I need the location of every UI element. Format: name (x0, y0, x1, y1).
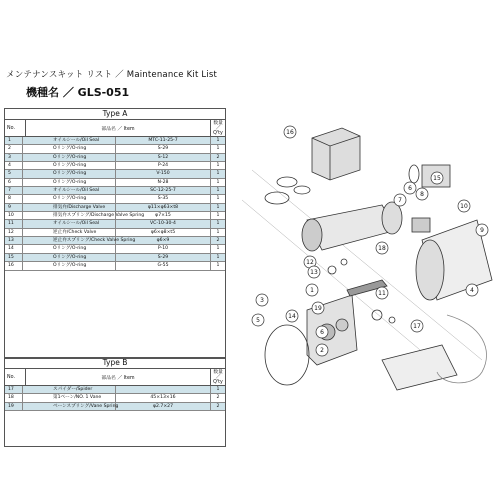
row-spec: φ2.7×27 (116, 403, 211, 410)
header-title: メンテナンスキット リスト ／ Maintenance Kit List (6, 70, 218, 80)
callout-label: 5 (256, 317, 260, 324)
row-no: 16 (5, 262, 23, 269)
callout-label: 6 (408, 185, 412, 192)
row-qty: 2 (216, 403, 220, 409)
callout-label: 11 (378, 290, 386, 297)
callout-label: 9 (480, 227, 484, 234)
row-qty: 2 (216, 154, 220, 160)
type-b-column-headers (5, 369, 225, 386)
row-item-name: オイルシール/Oil Seal (23, 220, 116, 227)
row-qty: 1 (216, 188, 220, 194)
row-spec: S-12 (116, 154, 211, 161)
row-no: 9 (5, 204, 23, 211)
row-no: 1 (5, 137, 23, 144)
callout-label: 6 (320, 329, 324, 336)
row-qty: 1 (216, 138, 220, 143)
row-no: 3 (5, 154, 23, 161)
callout-label: 12 (306, 259, 314, 266)
row-qty: 2 (216, 238, 220, 244)
row-spec: P-10 (116, 245, 211, 252)
row-item-name: Oリング/O-ring (23, 179, 116, 186)
table-row (5, 162, 225, 170)
type-a-column-headers (5, 120, 225, 137)
row-qty: 1 (216, 196, 220, 202)
row-qty: 1 (216, 229, 220, 235)
column-no: No. (5, 120, 26, 136)
row-item-name: 排気弁/Discharge Valve (23, 204, 116, 211)
row-item-name: 排気弁スプリング/Discharge Valve Spring (23, 212, 116, 219)
callout-label: 17 (413, 323, 421, 330)
callout-label: 2 (320, 347, 324, 354)
table-row (5, 394, 225, 402)
row-qty: 1 (216, 263, 220, 269)
row-item-name: Oリング/O-ring (23, 162, 116, 169)
table-row (5, 154, 225, 162)
row-qty: 1 (216, 179, 220, 185)
row-spec: S-29 (116, 254, 211, 261)
row-no: 7 (5, 187, 23, 194)
table-row (5, 187, 225, 195)
table-row (5, 179, 225, 187)
row-no: 15 (5, 254, 23, 261)
row-spec: N-28 (116, 179, 211, 186)
table-row (5, 262, 225, 270)
row-spec: φ6×9 (116, 237, 211, 244)
callout-label: 1 (310, 287, 314, 294)
row-no: 6 (5, 179, 23, 186)
callout-label: 16 (286, 129, 294, 136)
callout-label: 3 (260, 297, 264, 304)
row-spec: φ11×φ63×t8 (116, 204, 211, 211)
callout-label: 10 (460, 203, 468, 210)
callout-label: 13 (310, 269, 318, 276)
type-b-rows (5, 386, 225, 411)
row-spec: φ7×15 (116, 212, 211, 219)
row-item-name: ベーンスプリング/Vane Spring (23, 403, 116, 410)
row-spec: P-24 (116, 162, 211, 169)
row-spec: S-29 (116, 145, 211, 152)
row-no: 8 (5, 195, 23, 202)
callout-label: 19 (314, 305, 322, 312)
row-qty: 1 (216, 163, 220, 169)
row-spec: φ6×φ8×t5 (116, 229, 211, 236)
table-row (5, 220, 225, 228)
row-item-name: オイルシール/Oil Seal (23, 187, 116, 194)
row-no: 19 (5, 403, 23, 410)
row-spec: S-35 (116, 195, 211, 202)
row-spec: 45×13×16 (116, 394, 211, 401)
row-qty: 1 (216, 171, 220, 177)
row-item-name: 第1ベーン/NO. 1 Vane (23, 394, 116, 401)
row-no: 14 (5, 245, 23, 252)
row-qty: 1 (216, 254, 220, 260)
row-item-name: オイルシール/Oil Seal (23, 137, 116, 144)
column-qty: 数量 ／ Q'ty (213, 369, 223, 385)
row-no: 17 (5, 386, 23, 393)
column-item: 部品名 ／ Item (26, 369, 211, 385)
type-a-title: Type A (5, 109, 225, 120)
row-no: 13 (5, 237, 23, 244)
table-row (5, 145, 225, 153)
row-item-name: Oリング/O-ring (23, 145, 116, 152)
row-item-name: 逆止弁スプリング/Check Valve Spring (23, 237, 116, 244)
row-item-name: Oリング/O-ring (23, 154, 116, 161)
column-item: 部品名 ／ Item (26, 120, 211, 136)
row-no: 10 (5, 212, 23, 219)
table-row (5, 229, 225, 237)
row-item-name: Oリング/O-ring (23, 254, 116, 261)
row-no: 2 (5, 145, 23, 152)
callout-label: 15 (433, 175, 441, 182)
callout-label: 4 (470, 287, 474, 294)
table-row (5, 170, 225, 178)
type-b-table (4, 357, 226, 447)
table-row (5, 237, 225, 245)
callout-label: 18 (378, 245, 386, 252)
row-item-name: Oリング/O-ring (23, 262, 116, 269)
callout-label: 8 (420, 191, 424, 198)
table-row (5, 245, 225, 253)
row-qty: 1 (216, 246, 220, 252)
row-spec: VC-10-30-4 (116, 220, 211, 227)
type-a-table (4, 108, 226, 359)
table-row (5, 386, 225, 394)
row-qty: 1 (216, 204, 220, 210)
row-no: 18 (5, 394, 23, 401)
row-spec: MTC-11-25-7 (116, 137, 211, 144)
row-no: 5 (5, 170, 23, 177)
row-qty: 1 (216, 213, 220, 219)
row-item-name: Oリング/O-ring (23, 245, 116, 252)
row-spec (116, 386, 211, 393)
table-row (5, 403, 225, 411)
row-qty: 1 (216, 221, 220, 227)
table-row (5, 212, 225, 220)
row-spec: G-55 (116, 262, 211, 269)
row-spec: SC-12-25-7 (116, 187, 211, 194)
row-no: 11 (5, 220, 23, 227)
callout-label: 7 (398, 197, 402, 204)
row-item-name: Oリング/O-ring (23, 195, 116, 202)
callout-label: 14 (288, 313, 296, 320)
exploded-parts-diagram (232, 110, 498, 410)
model-name: 機種名 ／ GLS-051 (26, 86, 130, 99)
row-no: 4 (5, 162, 23, 169)
row-qty: 2 (216, 395, 220, 401)
column-no: No. (5, 369, 26, 385)
row-item-name: Oリング/O-ring (23, 170, 116, 177)
column-qty: 数量 ／ Q'ty (213, 120, 223, 136)
table-row (5, 195, 225, 203)
row-qty: 1 (216, 387, 220, 392)
table-row (5, 137, 225, 145)
table-row (5, 204, 225, 212)
row-spec: V-150 (116, 170, 211, 177)
table-row (5, 254, 225, 262)
row-qty: 1 (216, 146, 220, 152)
row-no: 12 (5, 229, 23, 236)
type-b-title: Type B (5, 358, 225, 369)
row-item-name: スパイダー/Spider (23, 386, 116, 393)
row-item-name: 逆止弁/Check Valve (23, 229, 116, 236)
type-a-rows (5, 137, 225, 271)
